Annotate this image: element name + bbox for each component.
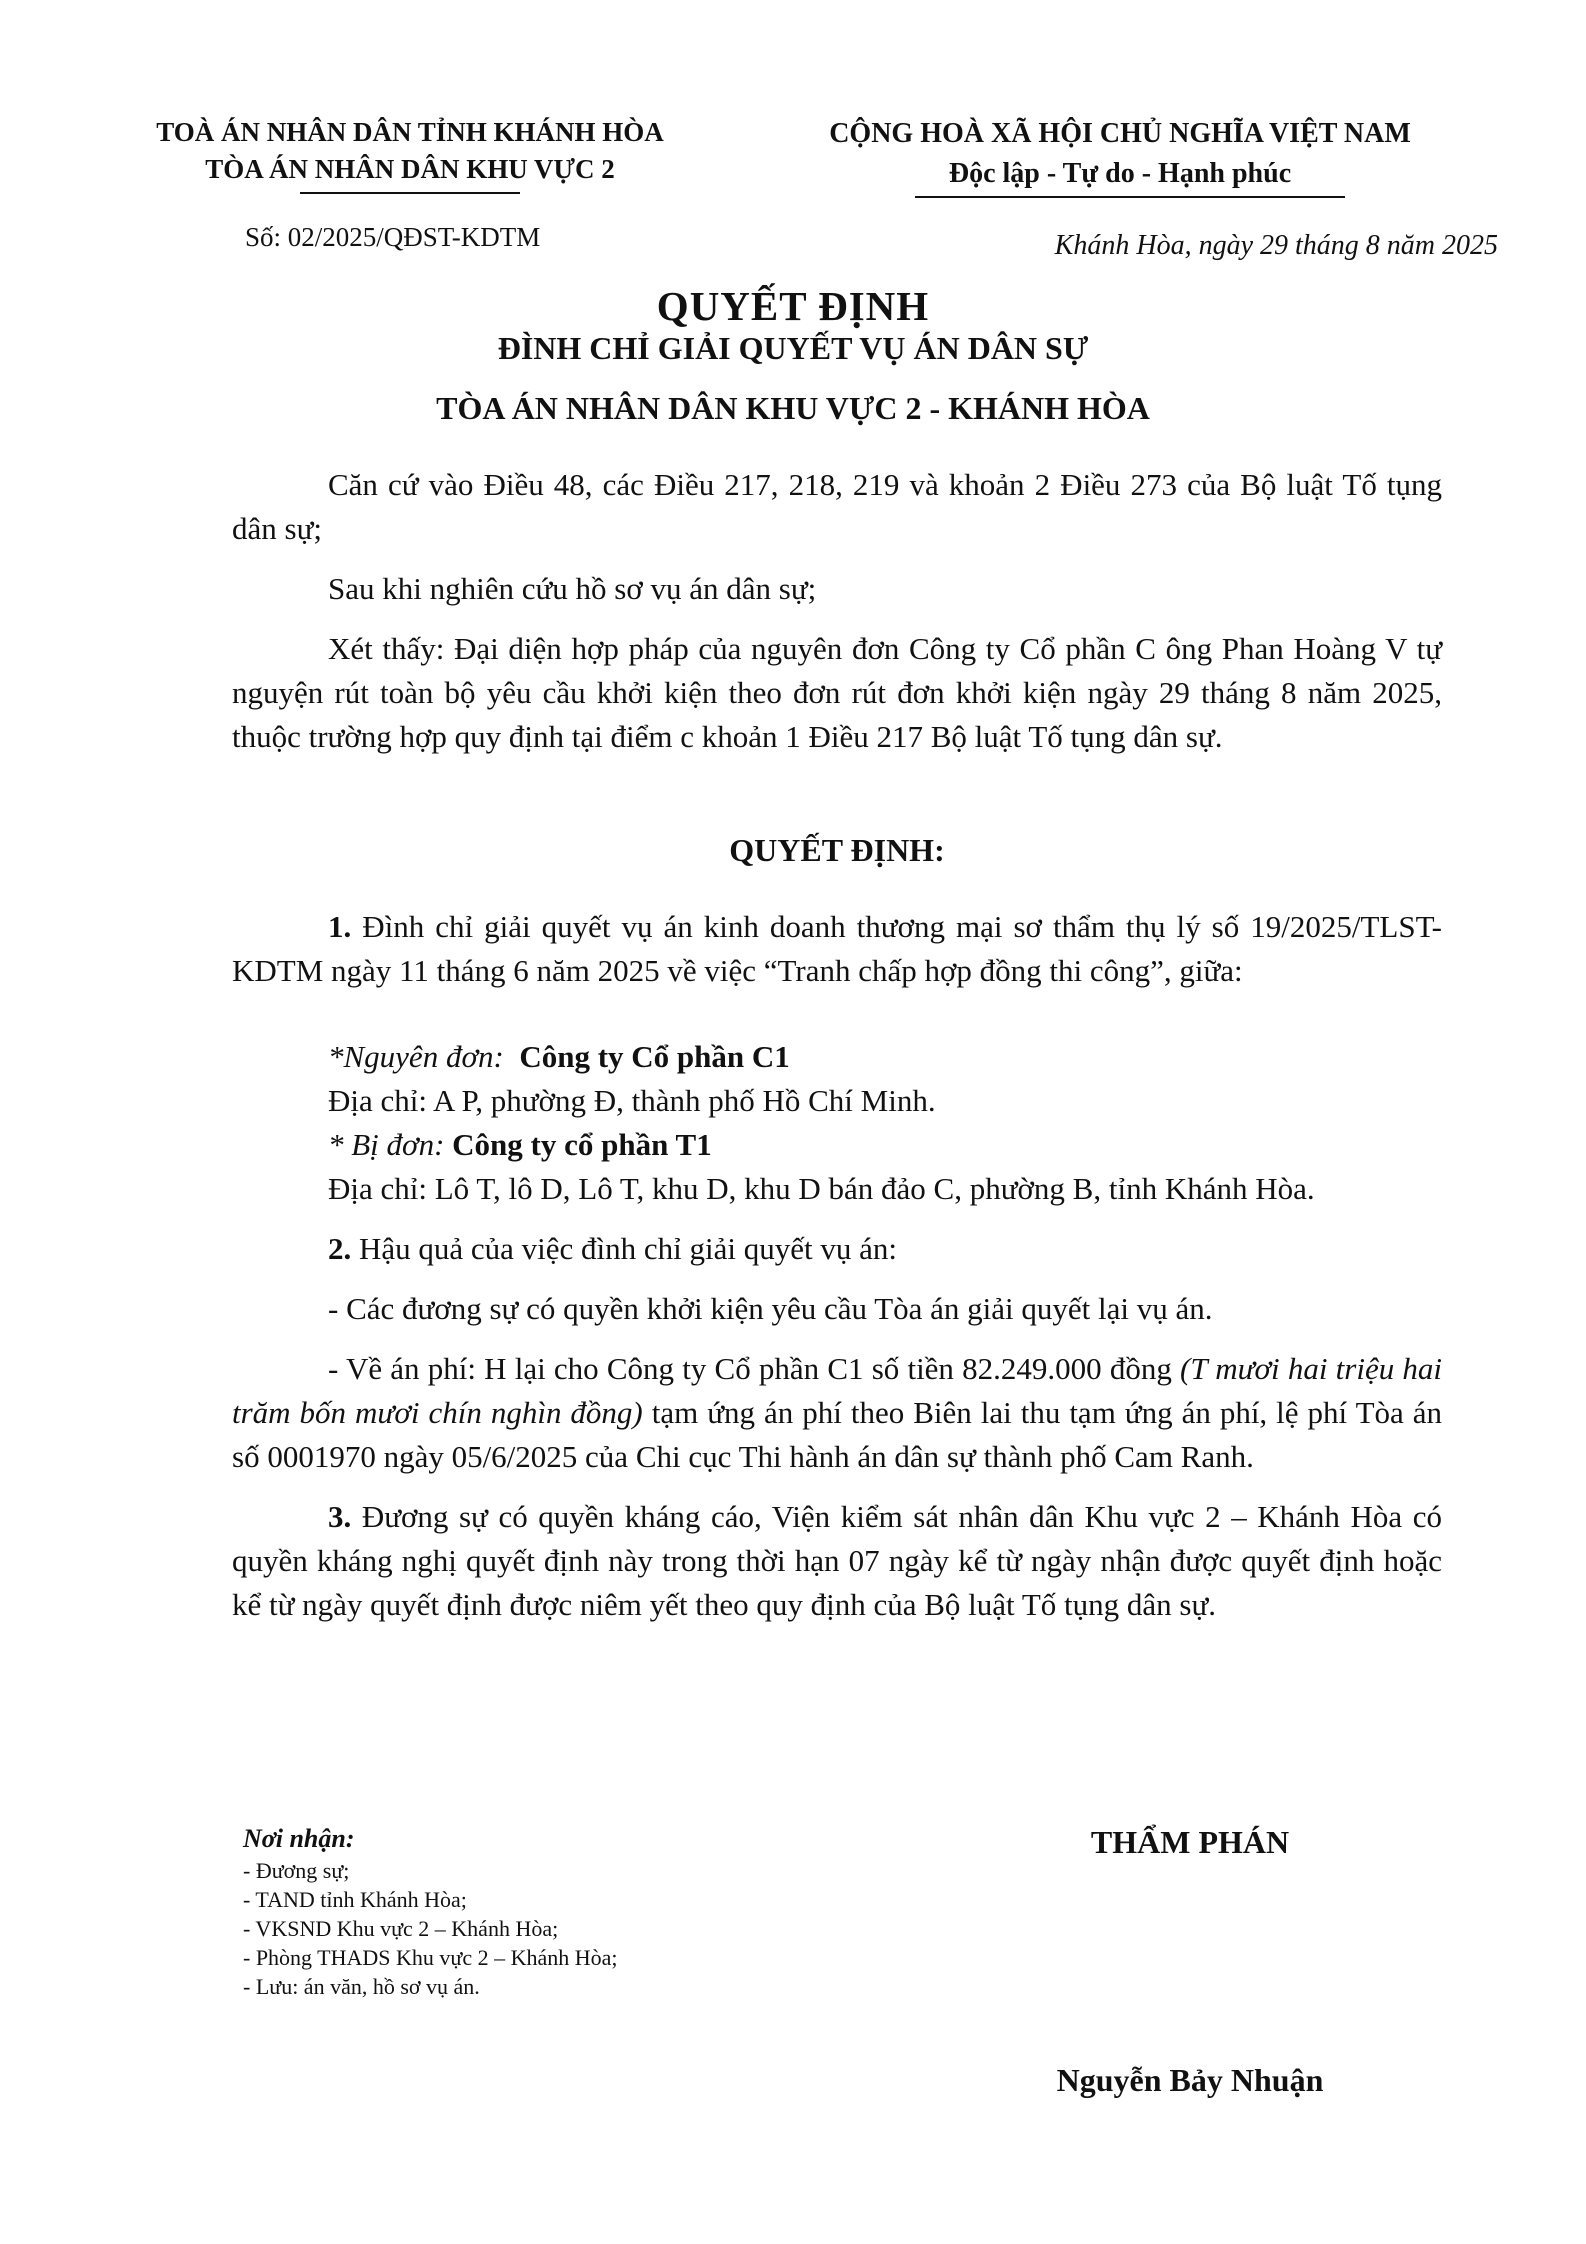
recipient-item: - Phòng THADS Khu vực 2 – Khánh Hòa; [243, 1945, 618, 1970]
court-header-regional: TÒA ÁN NHÂN DÂN KHU VỰC 2 [205, 154, 615, 184]
item-2-number: 2. [328, 1231, 352, 1266]
signer-name: Nguyễn Bảy Nhuận [1056, 2062, 1324, 2098]
fee-text-a: - Về án phí: H lại cho Công ty Cổ phần C1 số tiền 82.249.000 đồng [328, 1351, 1181, 1386]
national-header [770, 114, 1470, 194]
recipient-item: - Đương sự; [243, 1858, 350, 1883]
decision-item-2 [232, 1227, 1442, 1271]
preamble-legal-basis: Căn cứ vào Điều 48, các Điều 217, 218, 219 và khoản 2 Điều 273 của Bộ luật Tố tụng dân sự; [232, 467, 1442, 546]
defendant-address: Địa chỉ: Lô T, lô D, Lô T, khu D, khu D bán đảo C, phường B, tỉnh Khánh Hòa. [328, 1171, 1315, 1206]
court-header-provincial: TOÀ ÁN NHÂN DÂN TỈNH KHÁNH HÒA [156, 117, 664, 147]
national-motto-underline [915, 196, 1345, 198]
signer-title: THẨM PHÁN [1090, 1824, 1290, 1860]
court-header-underline [300, 192, 520, 194]
fee-amount-words: (T mươi hai triệu hai trăm bốn mươi chín nghìn đồng) [232, 1351, 1443, 1430]
decision-heading: QUYẾT ĐỊNH: [729, 832, 945, 868]
preamble-review: Sau khi nghiên cứu hồ sơ vụ án dân sự; [328, 571, 817, 606]
decision-body [232, 905, 1442, 1627]
recipient-item: - Lưu: án văn, hồ sơ vụ án. [243, 1974, 480, 1999]
recipient-item: - TAND tỉnh Khánh Hòa; [243, 1887, 467, 1912]
plaintiff-name: Công ty Cổ phần C1 [519, 1039, 790, 1074]
document-title: QUYẾT ĐỊNH [656, 283, 930, 329]
item-2-text: Hậu quả của việc đình chỉ giải quyết vụ án: [351, 1231, 898, 1266]
issuing-court-title: TÒA ÁN NHÂN DÂN KHU VỰC 2 - KHÁNH HÒA [436, 390, 1150, 426]
item-3-text: Đương sự có quyền kháng cáo, Viện kiểm sát nhân dân Khu vực 2 – Khánh Hòa có quyền kháng nghị quyết định này trong thời hạn 07 ngày kể từ ngày nhận được quyết định hoặc kể từ ngày quyết định được niêm yết theo quy định của Bộ luật Tố tụng dân sự. [232, 1499, 1442, 1622]
court-header [95, 114, 725, 188]
decision-item-3 [232, 1495, 1442, 1627]
place-date: Khánh Hòa, ngày 29 tháng 8 năm 2025 [1054, 230, 1498, 261]
defendant-name: Công ty cổ phần T1 [452, 1127, 712, 1162]
item-2-consequence-refile: - Các đương sự có quyền khởi kiện yêu cầu Tòa án giải quyết lại vụ án. [328, 1291, 1213, 1326]
parties-block [232, 1035, 1442, 1167]
item-2-consequence-fee [232, 1347, 1442, 1479]
fee-text-b: tạm ứng án phí theo Biên lai thu tạm ứng án phí, lệ phí Tòa án số 0001970 ngày 05/6/2025 của Chi cục Thi hành án dân sự thành phố Cam Ranh. [232, 1395, 1443, 1474]
recipients-block [243, 1822, 618, 2001]
recipient-item: - VKSND Khu vực 2 – Khánh Hòa; [243, 1916, 559, 1941]
document-subtitle: ĐÌNH CHỈ GIẢI QUYẾT VỤ ÁN DÂN SỰ [497, 330, 1089, 366]
plaintiff-address: Địa chỉ: A P, phường Đ, thành phố Hồ Chí Minh. [328, 1083, 936, 1118]
decision-item-1 [232, 905, 1442, 993]
recipients-heading: Nơi nhận: [243, 1824, 355, 1853]
item-3-number: 3. [328, 1499, 352, 1534]
plaintiff-line [328, 1035, 1442, 1079]
preamble-finding: Xét thấy: Đại diện hợp pháp của nguyên đơn Công ty Cổ phần C ông Phan Hoàng V tự nguyện rút toàn bộ yêu cầu khởi kiện theo đơn rút đơn khởi kiện ngày 29 tháng 8 năm 2025, thuộc trường hợp quy định tại điểm c khoản 1 Điều 217 Bộ luật Tố tụng dân sự. [232, 631, 1442, 754]
reference-number: Số: 02/2025/QĐST-KDTM [245, 222, 541, 252]
national-motto: Độc lập - Tự do - Hạnh phúc [948, 158, 1292, 189]
item-1-number: 1. [328, 909, 352, 944]
plaintiff-label: *Nguyên đơn: [328, 1039, 504, 1074]
defendant-line [328, 1123, 1442, 1167]
national-title: CỘNG HOÀ XÃ HỘI CHỦ NGHĨA VIỆT NAM [829, 118, 1411, 149]
decision-heading-wrap [232, 832, 1442, 869]
item-1-text: Đình chỉ giải quyết vụ án kinh doanh thương mại sơ thẩm thụ lý số 19/2025/TLST-KDTM ngày 11 tháng 6 năm 2025 về việc “Tranh chấp hợp đồng thi công”, giữa: [232, 909, 1442, 988]
defendant-label: * Bị đơn: [328, 1127, 445, 1162]
preamble [232, 463, 1442, 759]
